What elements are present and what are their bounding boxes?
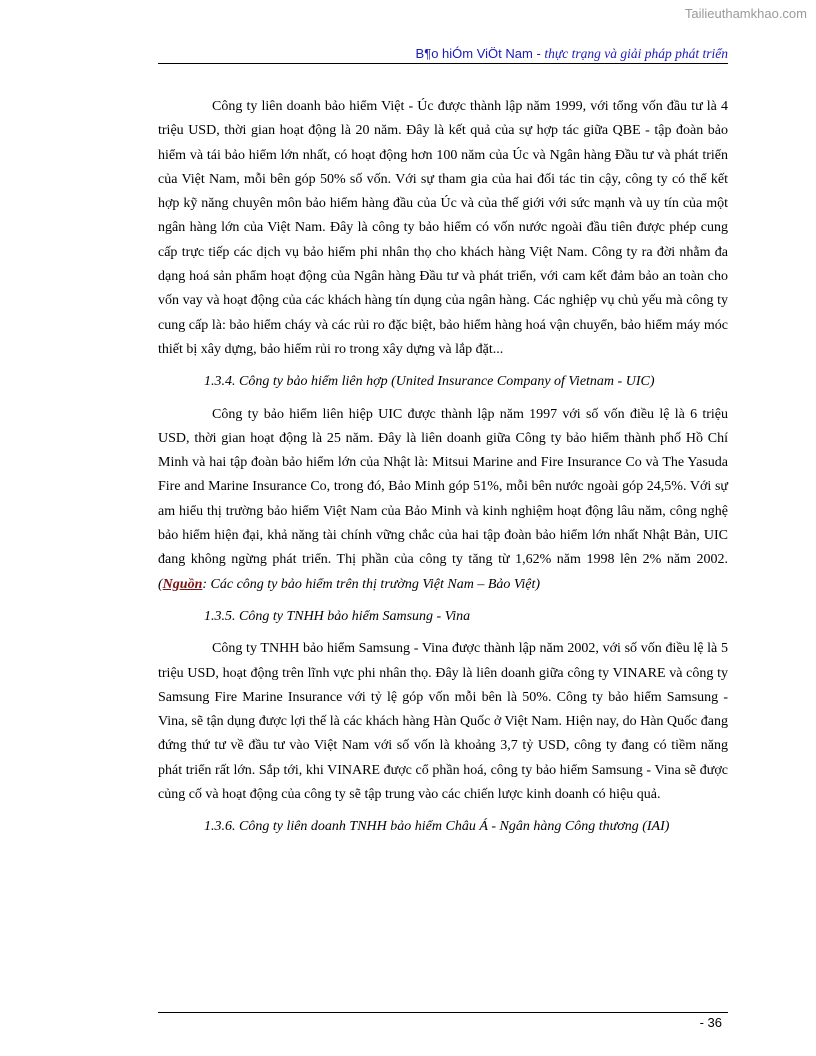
uic-paragraph	[158, 403, 728, 597]
section-heading-iai: 1.3.6. Công ty liên doanh TNHH bảo hiểm Châu Á - Ngân hàng Công thương (IAI)	[204, 819, 670, 835]
header-subtitle: thực trạng và giải pháp phát triển	[544, 46, 728, 61]
samsung-paragraph: Công ty TNHH bảo hiểm Samsung - Vina được thành lập năm 2002, với số vốn điều lệ là 5 triệu USD, hoạt động trên lĩnh vực phi nhân thọ. Đây là liên doanh giữa công ty VINARE và công ty Samsung Fire Marine Insurance với tỷ lệ góp vốn mỗi bên là 50%. Công ty bảo hiểm Samsung - Vina, sẽ tận dụng được lợi thế là các khách hàng Hàn Quốc ở Việt Nam. Hiện nay, do Hàn Quốc đang đứng thứ tư về đầu tư vào Việt Nam với số vốn là khoảng 3,7 tỷ USD, công ty đang có tiềm năng phát triển rất lớn. Sắp tới, khi VINARE được cổ phần hoá, công ty bảo hiểm Samsung - Vina sẽ được củng cố và hoạt động của công ty sẽ tập trung vào các chiến lược kinh doanh có hiệu quả.	[158, 641, 728, 803]
running-header	[158, 45, 728, 63]
document-body	[158, 95, 728, 848]
header-title: B¶o hiÓm ViÖt Nam	[415, 46, 533, 61]
header-rule	[158, 63, 728, 64]
source-open: (	[158, 576, 163, 592]
watermark: Tailieuthamkhao.com	[684, 6, 807, 21]
source-label: Nguồn	[162, 576, 203, 592]
source-text: : Các công ty bảo hiểm trên thị trường Việt Nam – Bảo Việt)	[202, 576, 541, 592]
footer-rule	[158, 1012, 728, 1013]
header-separator: -	[532, 46, 545, 61]
page-number: - 36	[699, 1015, 722, 1030]
uic-paragraph-text: Công ty bảo hiểm liên hiệp UIC được thành lập năm 1997 với số vốn điều lệ là 6 triệu USD, thời gian hoạt động là 25 năm. Đây là liên doanh giữa Công ty bảo hiểm thành phố Hồ Chí Minh và hai tập đoàn bảo hiểm lớn của Nhật là: Mitsui Marine and Fire Insurance Co và The Yasuda Fire and Marine Insurance Co, trong đó, Bảo Minh góp 51%, mỗi bên nước ngoài góp 24,5%. Với sự am hiểu thị trường bảo hiểm Việt Nam của Bảo Minh và kinh nghiệm hoạt động lâu năm, công nghệ bảo hiểm hiện đại, khả năng tài chính vững chắc của hai tập đoàn bảo hiểm lớn nhất Nhật Bản, UIC đang không ngừng phát triển. Thị phần của công ty tăng từ 1,62% năm 1998 lên 2% năm 2002.	[158, 406, 728, 568]
section-heading-samsung: 1.3.5. Công ty TNHH bảo hiểm Samsung - Vina	[204, 608, 471, 624]
section-heading-uic: 1.3.4. Công ty bảo hiểm liên hợp (United Insurance Company of Vietnam - UIC)	[204, 374, 655, 390]
intro-paragraph: Công ty liên doanh bảo hiểm Việt - Úc được thành lập năm 1999, với tổng vốn đầu tư là 4 triệu USD, thời gian hoạt động là 20 năm. Đây là kết quả của sự hợp tác giữa QBE - tập đoàn bảo hiểm và tái bảo hiểm lớn nhất, có hoạt động hơn 100 năm của Úc và Ngân hàng Đầu tư và phát triển của Việt Nam, mỗi bên góp 50% số vốn. Với sự tham gia của hai đối tác tin cậy, công ty có thể kết hợp kỹ năng chuyên môn bảo hiểm hàng đầu của Úc và của thế giới với sức mạnh và uy tín của một ngân hàng lớn của Việt Nam. Đây là công ty bảo hiểm có vốn nước ngoài đầu tiên được phép cung cấp trực tiếp các dịch vụ bảo hiểm phi nhân thọ cho khách hàng Việt Nam. Công ty ra đời nhằm đa dạng hoá sản phẩm hoạt động của Ngân hàng Đầu tư và phát triển, với cam kết đảm bảo an toàn cho vốn vay và hoạt động của các khách hàng tín dụng của ngân hàng. Các nghiệp vụ chủ yếu mà công ty cung cấp là: bảo hiểm cháy và các rủi ro đặc biệt, bảo hiểm hàng hoá vận chuyển, bảo hiểm máy móc thiết bị xây dựng, bảo hiểm rủi ro trong xây dựng và lắp đặt...	[158, 99, 728, 357]
